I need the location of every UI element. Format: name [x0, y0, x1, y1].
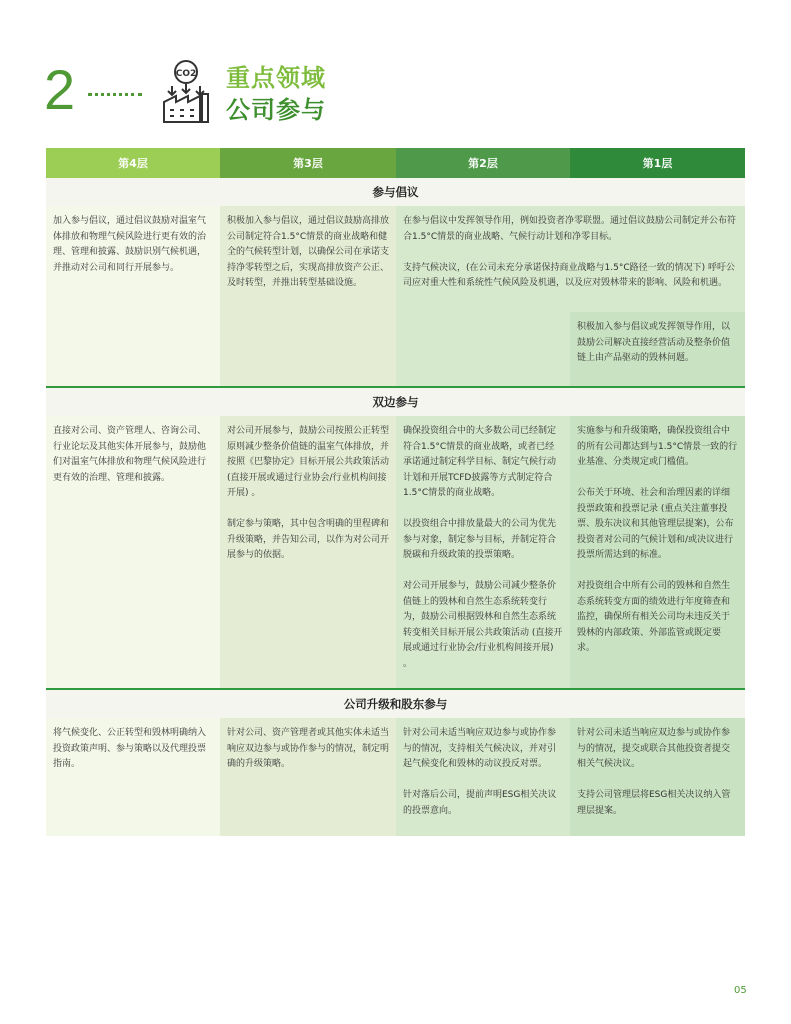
co2-factory-icon — [160, 58, 212, 124]
section-title: 参与倡议 — [46, 178, 745, 206]
co2-icon-text: CO2 — [175, 69, 197, 79]
cell-tier2-empty — [396, 312, 570, 386]
cell-tier3: 对公司开展参与，鼓励公司按照公正转型原则减少整条价值链的温室气体排放，并按照《巴黎协定》目标开展公共政策活动 (直接开展或通过行业协会/行业机构间接开展) 。 制定参与策略，其中包含明确的里程碑和升级策略，并告知公司，以作为对公司开展参与的依据。 — [220, 416, 396, 688]
header-tier4: 第4层 — [46, 148, 220, 178]
cell-tier4: 将气候变化、公正转型和毁林明确纳入投资政策声明、参与策略以及代理投票指南。 — [46, 718, 220, 836]
header-tier1: 第1层 — [570, 148, 745, 178]
section-number: 2 — [44, 58, 76, 121]
cell-tier1: 实施参与和升级策略，确保投资组合中的所有公司都达到与1.5°C情景一致的行业基准、分类规定或门槛值。 公布关于环境、社会和治理因素的详细投票政策和投票记录 (重点关注董事投票、股东决议和其他管理层提案)，公布投资者对公司的气候计划和/或决议进行投票所需达到的标准。 对投资组合中所有公司的毁林和自然生态系统转变方面的绩效进行年度筛查和监控，确保所有相关公司均未违反关于毁林的内部政策、外部监管或既定要求。 — [570, 416, 745, 688]
table-row — [46, 416, 745, 688]
header-tier2: 第2层 — [396, 148, 570, 178]
cell-tier4: 直接对公司、资产管理人、咨询公司、行业论坛及其他实体开展参与，鼓励他们对温室气体排放和物理气候风险进行更有效的治理、管理和披露。 — [46, 416, 220, 688]
cell-tier3: 针对公司、资产管理者或其他实体未适当响应双边参与或协作参与的情况，制定明确的升级策略。 — [220, 718, 396, 836]
table-header-row — [46, 148, 745, 178]
page-number: 05 — [734, 985, 747, 996]
cell-tier2-tier1-merged: 在参与倡议中发挥领导作用，例如投资者净零联盟。通过倡议鼓励公司制定并公布符合1.5°C情景的商业战略、气候行动计划和净零目标。 支持气候决议，(在公司未充分承诺保持商业战略与1.5°C路径一致的情况下) 呼吁公司应对重大性和系统性气候风险及机遇，以及应对毁林带来的影响、风险和机遇。 — [396, 206, 745, 312]
table-row — [46, 718, 745, 836]
header-tier3: 第3层 — [220, 148, 396, 178]
table-row — [46, 206, 745, 386]
section-title: 公司升级和股东参与 — [46, 690, 745, 718]
title-line-1: 重点领域 — [226, 64, 326, 92]
table-subrow — [396, 312, 745, 386]
cell-tier3: 积极加入参与倡议，通过倡议鼓励高排放公司制定符合1.5°C情景的商业战略和健全的气候转型计划，以确保公司在承诺支持净零转型之后，实现高排放资产公正、及时转型，并推出转型基础设施。 — [220, 206, 396, 386]
section-title: 双边参与 — [46, 388, 745, 416]
cell-tier2: 针对公司未适当响应双边参与或协作参与的情况，支持相关气候决议，并对引起气候变化和毁林的动议投反对票。 针对落后公司，提前声明ESG相关决议的投票意向。 — [396, 718, 570, 836]
title-line-2: 公司参与 — [226, 96, 326, 124]
dotted-divider — [88, 93, 142, 96]
tier2-tier1-group — [396, 206, 745, 386]
cell-tier1: 针对公司未适当响应双边参与或协作参与的情况，提交或联合其他投资者提交相关气候决议。 支持公司管理层将ESG相关决议纳入管理层提案。 — [570, 718, 745, 836]
cell-tier1: 积极加入参与倡议或发挥领导作用，以鼓励公司解决直接经营活动及整条价值链上由产品驱动的毁林问题。 — [570, 312, 745, 386]
cell-tier2: 确保投资组合中的大多数公司已经制定符合1.5°C情景的商业战略，或者已经承诺通过制定科学目标、制定气候行动计划和开展TCFD披露等方式制定符合1.5°C情景的商业战略。 以投资组合中排放量最大的公司为优先参与对象，制定参与目标，并制定符合脱碳和升级政策的投票策略。 对公司开展参与，鼓励公司减少整条价值链上的毁林和自然生态系统转变行为，鼓励公司根据毁林和自然生态系统转变相关目标开展公共政策活动 (直接开展或通过行业协会/行业机构间接开展) 。 — [396, 416, 570, 688]
page-header — [0, 0, 791, 140]
tier-table — [46, 148, 745, 836]
cell-tier4: 加入参与倡议，通过倡议鼓励对温室气体排放和物理气候风险进行更有效的治理、管理和披露、鼓励识别气候机遇，并推动对公司和同行开展参与。 — [46, 206, 220, 386]
